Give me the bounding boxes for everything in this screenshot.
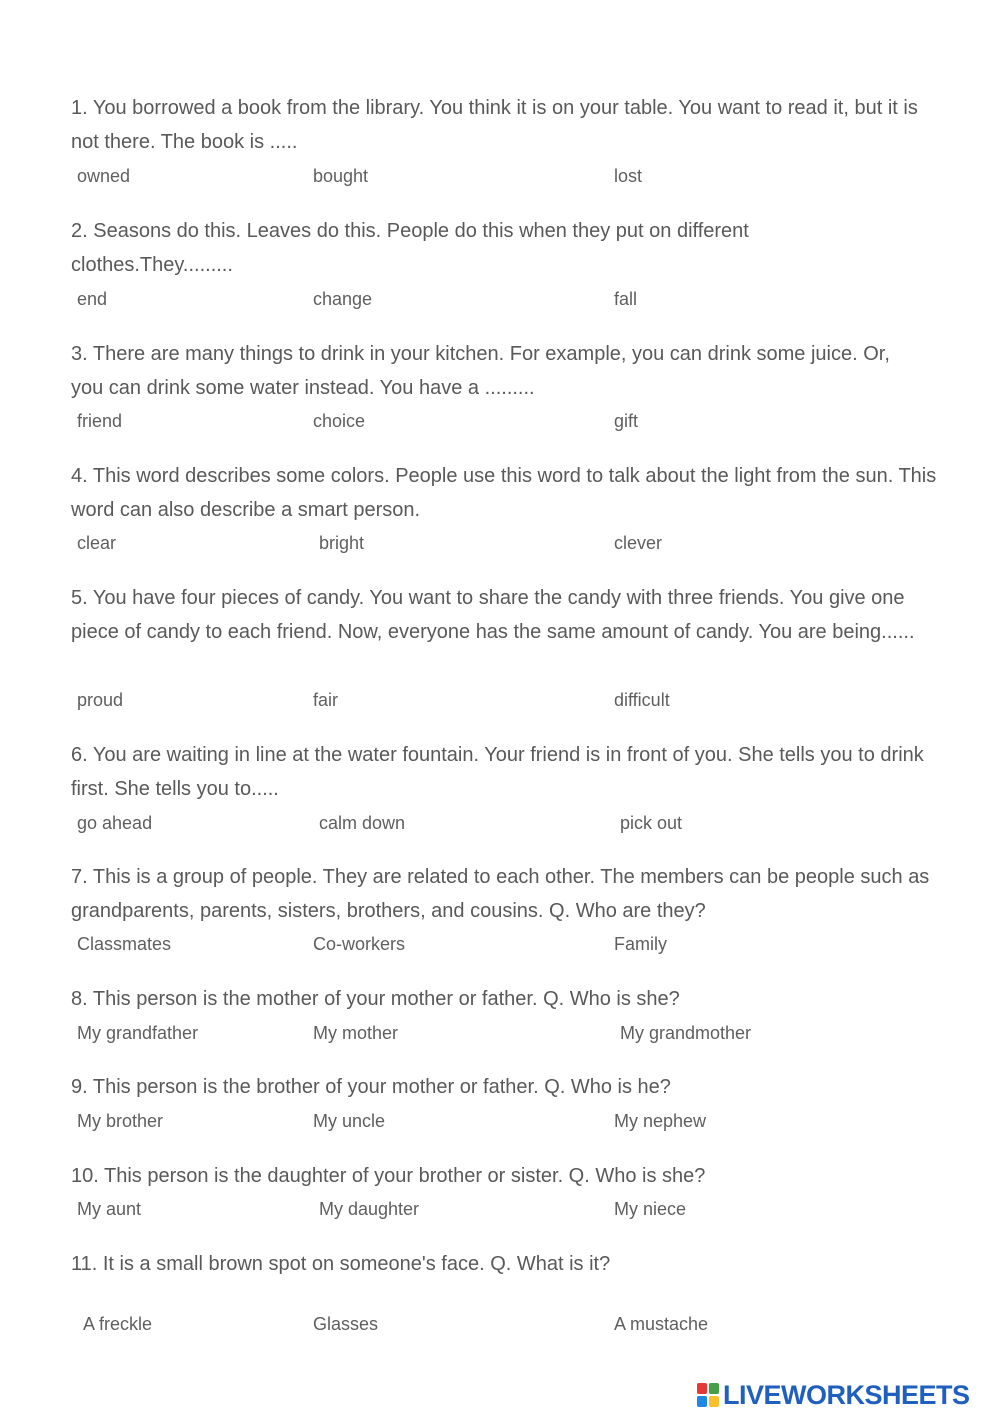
q4-option-clever[interactable]: clever xyxy=(614,533,663,553)
logo-square-red xyxy=(697,1383,707,1394)
question-11-text: 11. It is a small brown spot on someone's face. Q. What is it? xyxy=(71,1253,611,1275)
q9-option-my-brother[interactable]: My brother xyxy=(77,1111,164,1131)
q1-option-lost[interactable]: lost xyxy=(614,166,643,186)
q10-option-my-niece[interactable]: My niece xyxy=(614,1199,687,1219)
q8-option-my-grandfather[interactable]: My grandfather xyxy=(77,1023,199,1043)
q6-option-go-ahead[interactable]: go ahead xyxy=(77,813,153,833)
q5-option-proud[interactable]: proud xyxy=(77,690,124,710)
logo-mark-icon xyxy=(697,1383,719,1407)
question-8-text: 8. This person is the mother of your mother or father. Q. Who is she? xyxy=(71,988,680,1010)
q7-option-classmates[interactable]: Classmates xyxy=(77,934,172,954)
q11-option-glasses[interactable]: Glasses xyxy=(313,1314,379,1334)
q2-option-fall[interactable]: fall xyxy=(614,289,638,309)
q10-option-my-aunt[interactable]: My aunt xyxy=(77,1199,142,1219)
q4-option-clear[interactable]: clear xyxy=(77,533,117,553)
q2-option-change[interactable]: change xyxy=(313,289,373,309)
q4-option-bright[interactable]: bright xyxy=(319,533,365,553)
q1-option-owned[interactable]: owned xyxy=(77,166,131,186)
q6-option-pick-out[interactable]: pick out xyxy=(620,813,683,833)
question-7-text: 7. This is a group of people. They are related to each other. The members can be people such as grandparents, parents, sisters, brothers, and cousins. Q. Who are they? xyxy=(71,866,930,922)
question-4-text: 4. This word describes some colors. People use this word to talk about the light from the sun. This word can also describe a smart person. xyxy=(71,465,937,521)
q5-option-fair[interactable]: fair xyxy=(313,690,339,710)
logo-square-yellow xyxy=(709,1396,719,1407)
q3-option-choice[interactable]: choice xyxy=(313,411,366,431)
q10-option-my-daughter[interactable]: My daughter xyxy=(319,1199,420,1219)
q3-option-gift[interactable]: gift xyxy=(614,411,639,431)
question-2-text: 2. Seasons do this. Leaves do this. People do this when they put on different clothes.They......... xyxy=(71,220,749,276)
question-5-text: 5. You have four pieces of candy. You want to share the candy with three friends. You give one piece of candy to each friend. Now, everyone has the same amount of candy. You are being...... xyxy=(71,587,915,643)
logo-wordmark: LIVEWORKSHEETS xyxy=(723,1379,970,1410)
q7-option-co-workers[interactable]: Co-workers xyxy=(313,934,406,954)
question-6-text: 6. You are waiting in line at the water fountain. Your friend is in front of you. She tells you to drink first. She tells you to..... xyxy=(71,744,924,800)
q11-option-a-freckle[interactable]: A freckle xyxy=(83,1314,153,1334)
q6-option-calm-down[interactable]: calm down xyxy=(319,813,406,833)
question-1-text: 1. You borrowed a book from the library. You think it is on your table. You want to read it, but it is not there. The book is ..... xyxy=(71,97,918,153)
q5-option-difficult[interactable]: difficult xyxy=(614,690,670,710)
q9-option-my-nephew[interactable]: My nephew xyxy=(614,1111,707,1131)
q2-option-end[interactable]: end xyxy=(77,289,108,309)
q1-option-bought[interactable]: bought xyxy=(313,166,369,186)
q8-option-my-mother[interactable]: My mother xyxy=(313,1023,399,1043)
q9-option-my-uncle[interactable]: My uncle xyxy=(313,1111,386,1131)
logo-square-green xyxy=(709,1383,719,1394)
q3-option-friend[interactable]: friend xyxy=(77,411,123,431)
question-9-text: 9. This person is the brother of your mother or father. Q. Who is he? xyxy=(71,1076,671,1098)
q11-option-a-mustache[interactable]: A mustache xyxy=(614,1314,709,1334)
logo-square-blue xyxy=(697,1396,707,1407)
q8-option-my-grandmother[interactable]: My grandmother xyxy=(620,1023,752,1043)
liveworksheets-logo xyxy=(697,1380,970,1410)
question-10-text: 10. This person is the daughter of your brother or sister. Q. Who is she? xyxy=(71,1165,706,1187)
q7-option-family[interactable]: Family xyxy=(614,934,667,954)
question-3-text: 3. There are many things to drink in your kitchen. For example, you can drink some juice. Or, you can drink some water instead. You have a ......... xyxy=(71,343,890,399)
